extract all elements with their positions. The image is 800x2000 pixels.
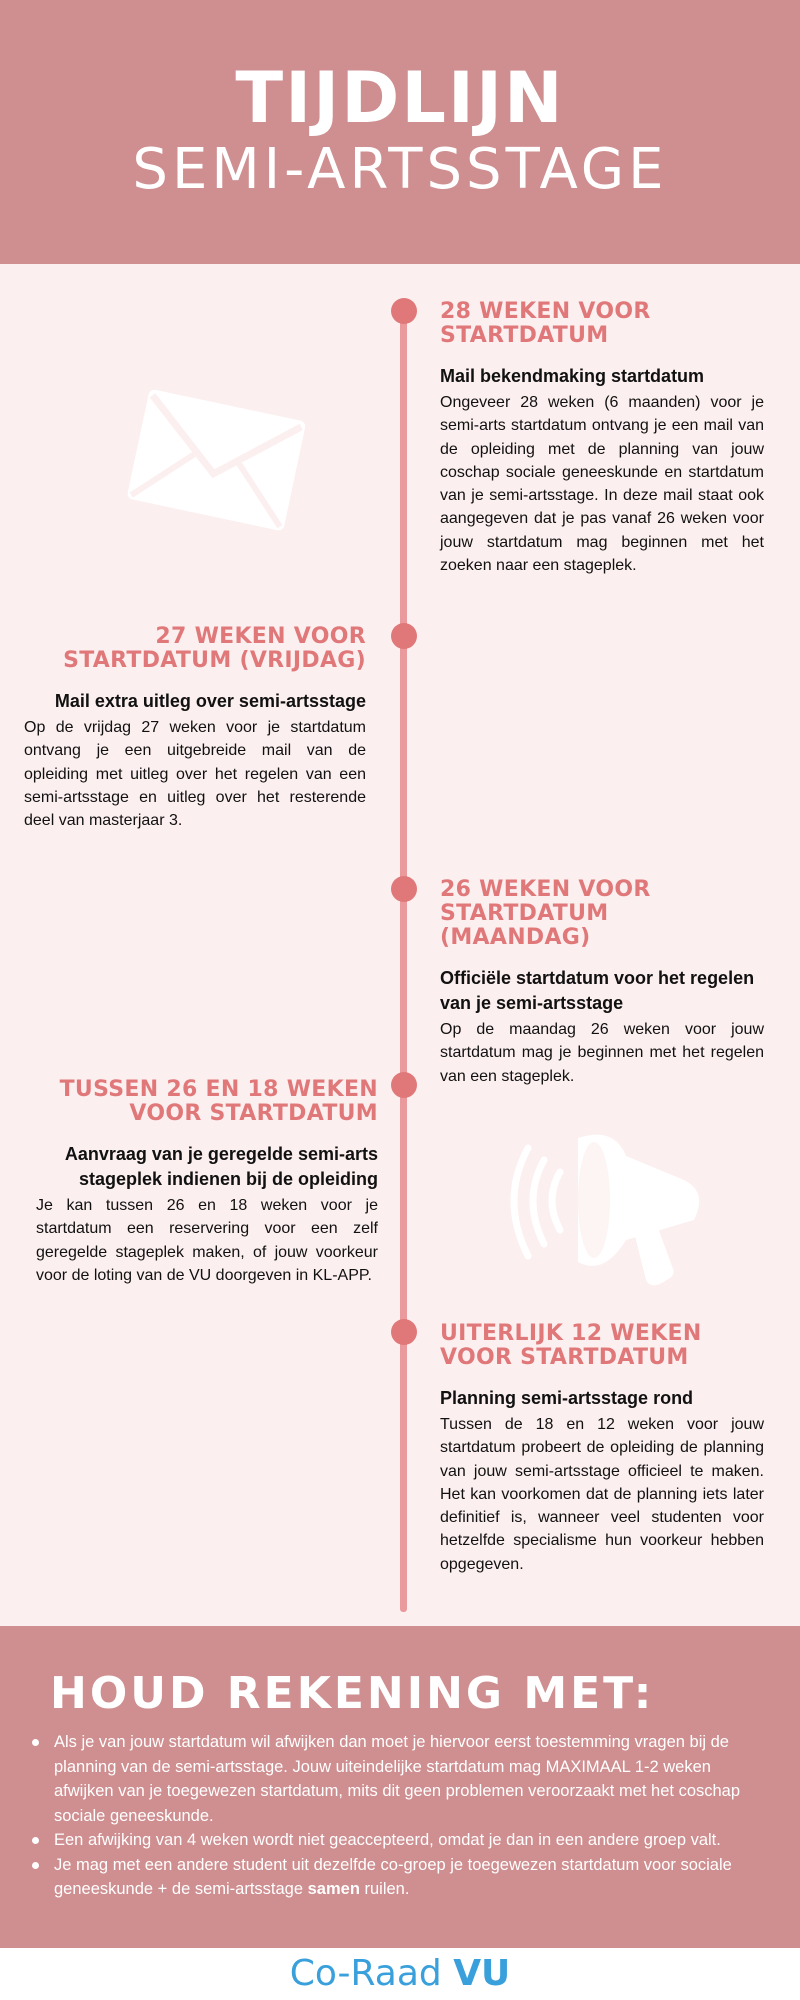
timeline-dot (391, 1072, 417, 1098)
notes-list (30, 1730, 775, 1902)
timeline-entry-5 (440, 1322, 764, 1576)
entry-heading: TUSSEN 26 EN 18 WEKEN VOOR STARTDATUM (59, 1077, 378, 1126)
timeline-entry-3 (440, 878, 764, 1088)
entry-text: Tussen de 18 en 12 weken voor jouw startdatum probeert de opleiding de planning van jouw semi-artsstage officieel te maken. Het kan voorkomen dat de planning iets later definitief is, wanneer veel studenten voor hetzelfde specialisme hun voorkeur hebben opgegeven. (440, 1416, 764, 1573)
co-raad-logo (0, 1952, 800, 1996)
entry-title: Planning semi-artsstage rond (440, 1388, 694, 1408)
list-item (30, 1853, 775, 1902)
timeline-section (0, 264, 800, 1626)
list-item: Als je van jouw startdatum wil afwijken dan moet je hiervoor eerst toestemming vragen bij de planning van de semi-artsstage. Jouw uiteindelijke startdatum mag MAXIMAAL 1-2 weken afwijken van je toegewezen startdatum, mits dit geen problemen veroorzaakt met het coschap sociale geneeskunde. (30, 1730, 775, 1828)
header-banner (0, 0, 800, 264)
notes-section (0, 1626, 800, 1948)
entry-heading: 27 WEKEN VOOR STARTDATUM (VRIJDAG) (63, 624, 366, 673)
footer (0, 1948, 800, 2000)
logo-text: Co-Raad (289, 1953, 442, 1994)
entry-title: Mail bekendmaking startdatum (440, 366, 705, 386)
timeline-dot (391, 1319, 417, 1345)
list-item: Een afwijking van 4 weken wordt niet geaccepteerd, omdat je dan in een andere groep valt. (30, 1828, 775, 1853)
entry-text: Je kan tussen 26 en 18 weken voor je startdatum een reservering voor een zelf geregelde stageplek maken, of jouw voorkeur voor de loting van de VU doorgeven in KL-APP. (36, 1197, 378, 1284)
entry-text: Op de vrijdag 27 weken voor je startdatum ontvang je een uitgebreide mail van de opleiding met uitleg over het regelen van een semi-artsstage en uitleg over het resterende deel van masterjaar 3. (24, 719, 366, 830)
logo-bold: VU (453, 1953, 511, 1994)
entry-title: Officiële startdatum voor het regelen van je semi-artsstage (440, 968, 755, 1013)
entry-text: Op de maandag 26 weken voor jouw startdatum mag je beginnen met het regelen van een stageplek. (440, 1021, 764, 1085)
entry-heading: UITERLIJK 12 WEKEN VOOR STARTDATUM (440, 1321, 702, 1370)
entry-title: Aanvraag van je geregelde semi-arts stageplek indienen bij de opleiding (64, 1144, 378, 1189)
entry-heading: 28 WEKEN VOOR STARTDATUM (440, 299, 651, 348)
megaphone-icon (494, 1116, 714, 1296)
envelope-icon (118, 382, 314, 546)
notes-title: HOUD REKENING MET: (50, 1668, 655, 1719)
timeline-dot (391, 623, 417, 649)
list-item-text: Je mag met een andere student uit dezelfde co-groep je toegewezen startdatum voor sociale geneeskunde + de semi-artsstage (54, 1855, 732, 1898)
page-title: TIJDLIJN (235, 57, 565, 139)
timeline-line (400, 310, 407, 1612)
timeline-entry-4 (36, 1078, 378, 1287)
timeline-entry-2 (24, 625, 366, 832)
entry-text: Ongeveer 28 weken (6 maanden) voor je semi-arts startdatum ontvang je een mail van de opleiding met de planning van jouw coschap sociale geneeskunde en startdatum van je semi-artsstage. In deze mail staat ook aangegeven dat je pas vanaf 26 weken voor jouw startdatum mag beginnen met het zoeken naar een stageplek. (440, 394, 764, 575)
entry-heading: 26 WEKEN VOOR STARTDATUM (MAANDAG) (440, 877, 651, 950)
entry-title: Mail extra uitleg over semi-artsstage (54, 691, 366, 711)
timeline-entry-1 (440, 300, 764, 577)
list-item-bold: samen (307, 1880, 360, 1898)
timeline-dot (391, 298, 417, 324)
list-item-text: ruilen. (359, 1880, 410, 1898)
timeline-dot (391, 876, 417, 902)
page-subtitle: SEMI-ARTSSTAGE (132, 137, 668, 202)
